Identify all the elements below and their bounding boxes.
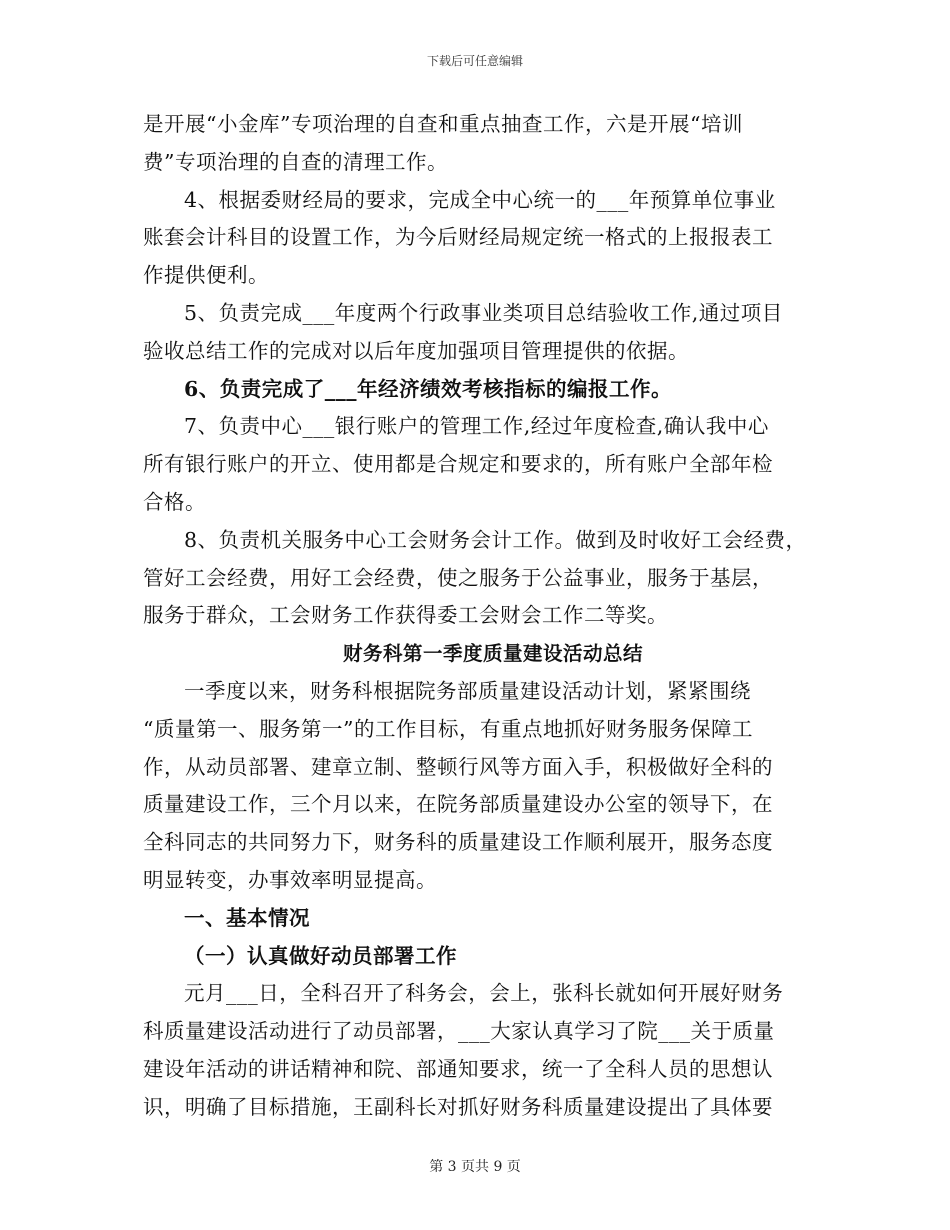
text-line: 科质量建设活动进行了动员部署，___大家认真学习了院___关于质量: [143, 1019, 775, 1044]
text-line: （一）认真做好动员部署工作: [184, 943, 457, 968]
text-line: 4、根据委财经局的要求，完成全中心统一的___年预算单位事业: [184, 187, 776, 212]
page-header: 下载后可任意编辑: [426, 54, 523, 68]
document-body: [143, 106, 823, 1127]
text-line: 一、基本情况: [184, 905, 310, 930]
page-footer: 第 3 页共 9 页: [429, 1159, 521, 1175]
text-line: 作，从动员部署、建章立制、整顿行风等方面入手，积极做好全科的: [143, 754, 773, 779]
text-line: 8、负责机关服务中心工会财务会计工作。做到及时收好工会经费，: [184, 527, 807, 552]
text-line: 验收总结工作的完成对以后年度加强项目管理提供的依据。: [143, 338, 689, 363]
text-line: 所有银行账户的开立、使用都是合规定和要求的，所有账户全部年检: [143, 452, 773, 477]
text-line: 5、负责完成___年度两个行政事业类项目总结验收工作,通过项目: [184, 300, 783, 325]
text-line: 建设年活动的讲话精神和院、部通知要求，统一了全科人员的思想认: [143, 1056, 773, 1081]
text-line: 明显转变，办事效率明显提高。: [143, 867, 437, 892]
text-line: 识，明确了目标措施，王副科长对抓好财务科质量建设提出了具体要: [143, 1094, 773, 1119]
text-line: 全科同志的共同努力下，财务科的质量建设工作顺利展开，服务态度: [143, 830, 773, 855]
text-line: 费”专项治理的自查的清理工作。: [143, 149, 448, 174]
text-line: “质量第一、服务第一”的工作目标，有重点地抓好财务服务保障工: [143, 716, 753, 741]
text-line: 合格。: [143, 489, 206, 514]
text-line: 服务于群众，工会财务工作获得委工会财会工作二等奖。: [143, 603, 668, 628]
text-line: 元月___日，全科召开了科务会，会上，张科长就如何开展好财务: [184, 981, 784, 1006]
text-line: 一季度以来，财务科根据院务部质量建设活动计划，紧紧围绕: [184, 678, 751, 703]
text-line: 质量建设工作，三个月以来，在院务部质量建设办公室的领导下，在: [143, 792, 773, 817]
text-line: 7、负责中心___银行账户的管理工作,经过年度检查,确认我中心: [184, 414, 769, 439]
text-line: 作提供便利。: [143, 263, 269, 288]
text-line: 是开展“小金库”专项治理的自查和重点抽查工作，六是开展“培训: [143, 112, 743, 136]
text-line: 6、负责完成了___年经济绩效考核指标的编报工作。: [184, 376, 673, 401]
text-line: 管好工会经费，用好工会经费，使之服务于公益事业，服务于基层，: [143, 565, 773, 590]
text-line: 账套会计科目的设置工作，为今后财经局规定统一格式的上报报表工: [143, 225, 773, 250]
section-title: 财务科第一季度质量建设活动总结: [342, 642, 643, 666]
